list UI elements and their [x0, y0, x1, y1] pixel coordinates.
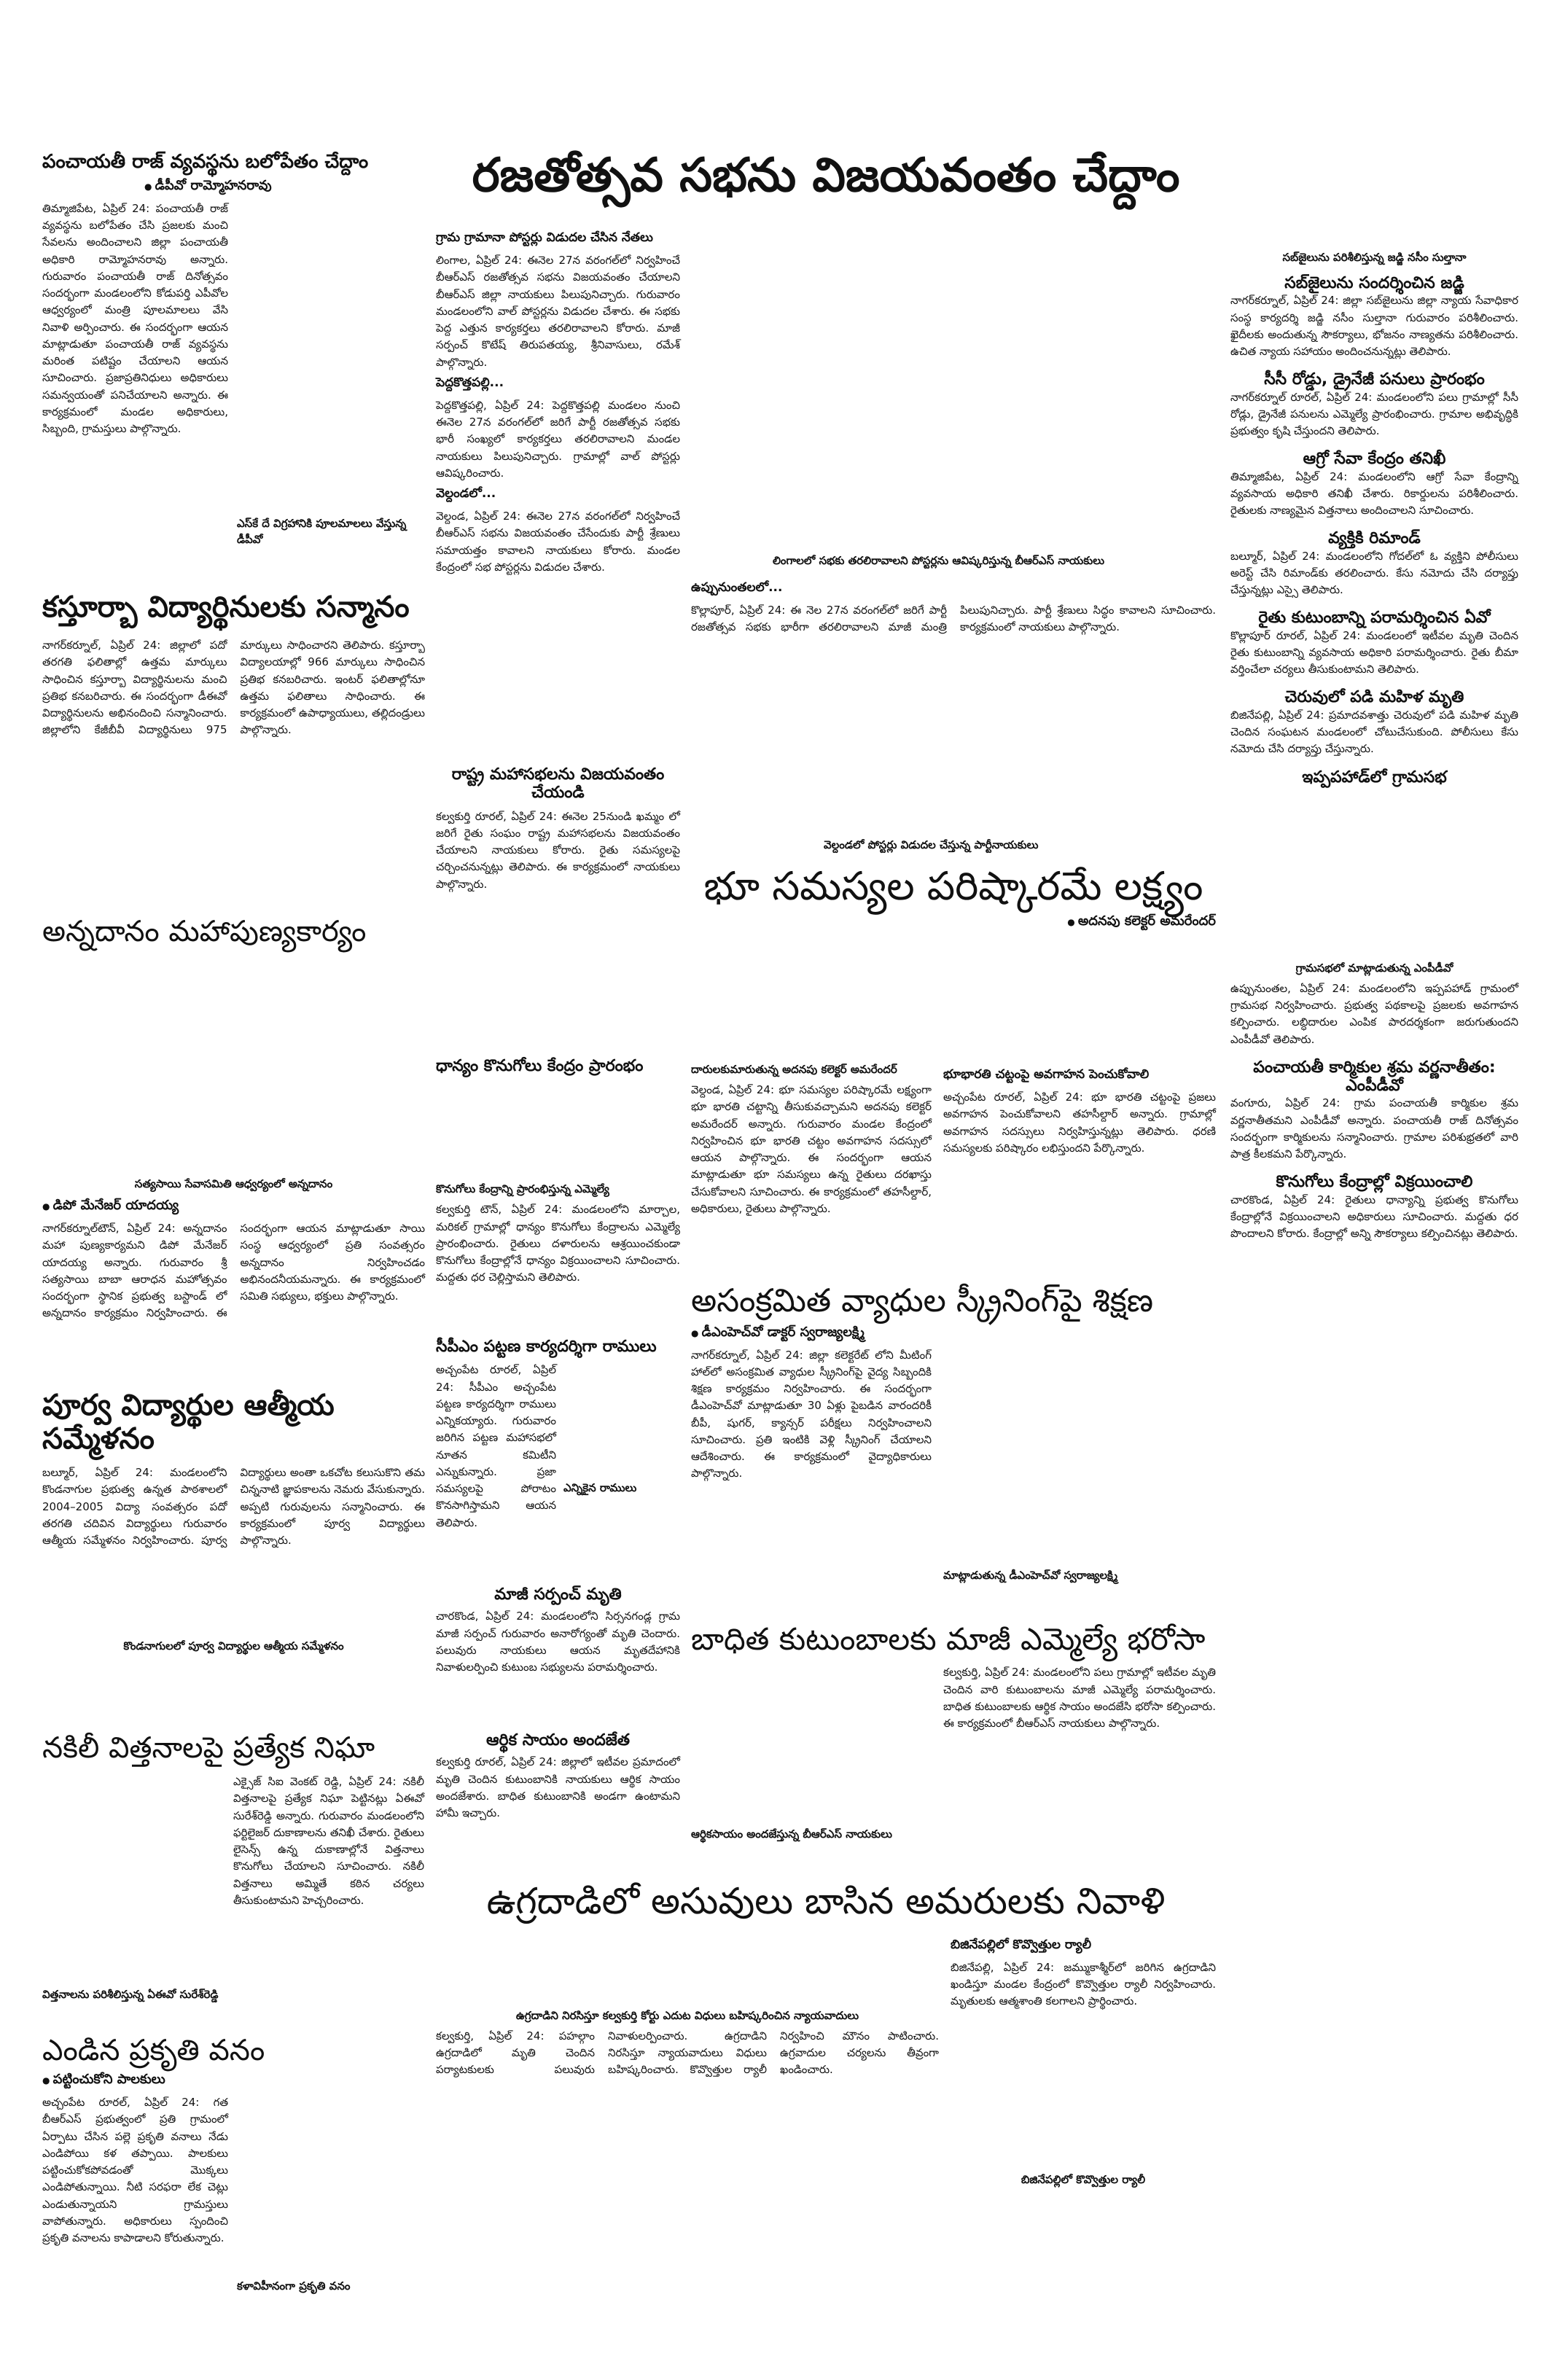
- news-photo: [691, 936, 932, 1060]
- headline: బాధిత కుటుంబాలకు మాజీ ఎమ్మెల్యే భరోసా: [691, 1621, 1206, 1657]
- article-dhanyam: [436, 1057, 680, 1287]
- article-body: బల్మూర్, ఏప్రిల్ 24: మండలంలోని గోదల్‌లో ఓ వ్యక్తిని పోలీసులు అరెస్ట్ చేసి రిమాండ్‌కు తరలించారు. కేసు నమోదు చేసి దర్యాప్తు చేస్తున్నట్లు ఎస్సై తెలిపారు.: [1230, 549, 1518, 597]
- article-bhu-samasya: [691, 864, 1216, 1217]
- article-body: కొల్లాపూర్, ఏప్రిల్ 24: ఈ నెల 27న వరంగల్‌లో జరిగే పార్టీ రజతోత్సవ సభకు భారీగా తరలిరావాలని మాజీ మంత్రి పిలుపునిచ్చారు. పార్టీ శ్రేణులు సిద్ధం కావాలని సూచించారు. కార్యక్రమంలో నాయకులు పాల్గొన్నారు.: [691, 604, 1216, 634]
- photo-caption: దారులకుమారుతున్న అదనపు కలెక్టర్ అమరేందర్: [691, 1063, 897, 1077]
- article-body: చారకొండ, ఏప్రిల్ 24: రైతులు ధాన్యాన్ని ప్రభుత్వ కొనుగోలు కేంద్రాల్లోనే విక్రయించాలని అధికారులు సూచించారు. మద్దతు ధర పొందాలని కోరారు. కేంద్రాల్లో అన్ని సౌకర్యాలు కల్పించినట్లు తెలిపారు.: [1230, 1193, 1518, 1241]
- photo-caption: ఎన్నికైన రాములు: [563, 1481, 637, 1495]
- photo-caption: విత్తనాలను పరిశీలిస్తున్న ఏఈవో సురేశ్‌రెడ్డి: [42, 1988, 219, 2001]
- headline: వ్యక్తికి రిమాండ్: [1328, 529, 1421, 548]
- news-photo: [691, 241, 1216, 547]
- headline: అసంక్రమిత వ్యాధుల స్క్రీనింగ్‌పై శిక్షణ: [691, 1282, 1154, 1319]
- article-body: నాగర్‌కర్నూల్‌టౌన్, ఏప్రిల్ 24: అన్నదానం మహా పుణ్యకార్యమని డిపో మేనేజర్ యాదయ్య అన్నారు. గురువారం శ్రీ సత్యసాయి బాబా ఆరాధన మహోత్సవం సందర్భంగా స్థానిక ప్రభుత్వ బస్టాండ్ లో అన్నదానం కార్యక్రమం నిర్వహించారు. ఈ సందర్భంగా ఆయన మాట్లాడుతూ సాయి సంస్థ ఆధ్వర్యంలో ప్రతి సంవత్సరం అన్నదానం నిర్వహించడం అభినందనీయమన్నారు. ఈ కార్యక్రమంలో సమితి సభ్యులు, భక్తులు పాల్గొన్నారు.: [42, 1222, 425, 1320]
- article-ugradadi: [436, 1881, 1216, 2192]
- news-photo: [691, 1664, 932, 1825]
- news-photo: [943, 1347, 1216, 1566]
- headline: సీపీఎం పట్టణ కార్యదర్శిగా రాములు: [436, 1338, 657, 1356]
- photo-caption: ఎస్‌కే దే విగ్రహానికి పూలమాలలు వేస్తున్న డీపీవో: [237, 516, 407, 546]
- byline: ● డిపో మేనేజర్ యాదయ్య: [42, 1198, 425, 1216]
- byline: ● అదనపు కలెక్టర్ అమరేందర్: [691, 913, 1216, 932]
- article-body: నాగర్‌కర్నూల్, ఏప్రిల్ 24: జిల్లా కలెక్టరేట్ లోని మీటింగ్ హాల్‌లో అసంక్రమిత వ్యాధుల స్క్రీనింగ్‌పై వైద్య సిబ్బందికి శిక్షణ కార్యక్రమం నిర్వహించారు. ఈ సందర్భంగా డీఎంహెచ్‌వో మాట్లాడుతూ 30 ఏళ్లు పైబడిన వారందరికీ బీపీ, షుగర్, క్యాన్సర్ పరీక్షలు నిర్వహించాలని సూచించారు. ప్రతి ఇంటికి వెళ్లి స్క్రీనింగ్ చేయాలని ఆదేశించారు. ఈ కార్యక్రమంలో వైద్యాధికారులు పాల్గొన్నారు.: [691, 1348, 932, 1480]
- photo-caption: మాట్లాడుతున్న డీఎంహెచ్‌వో స్వరాజ్యలక్ష్మి: [943, 1568, 1118, 1582]
- headline: పంచాయతీ కార్మికుల శ్రమ వర్ణనాతీతం: ఎంపీడీవో: [1253, 1058, 1496, 1096]
- article-body: బిజినేపల్లి, ఏప్రిల్ 24: జమ్ముకాశ్మీర్‌లో జరిగిన ఉగ్రదాడిని ఖండిస్తూ మండల కేంద్రంలో కొవ్వొత్తుల ర్యాలీ నిర్వహించారు. మృతులకు ఆత్మశాంతి కలగాలని ప్రార్థించారు.: [951, 1960, 1216, 2008]
- headline: రైతు కుటుంబాన్ని పరామర్శించిన ఏవో: [1258, 609, 1491, 628]
- news-photo: [42, 1774, 225, 1985]
- headline: రాష్ట్ర మహాసభలను విజయవంతం చేయండి: [451, 765, 665, 803]
- headline: సబ్‌జైలును సందర్శించిన జడ్జి: [1284, 274, 1464, 292]
- article-rajatotsavam: [436, 149, 1216, 203]
- subheading: పెద్దకొత్తపల్లి...: [436, 375, 504, 390]
- photo-caption: సబ్‌జైలును పరిశీలిస్తున్న జడ్జి నసీం సుల్తానా: [1282, 251, 1467, 264]
- article-body: బల్మూర్, ఏప్రిల్ 24: మండలంలోని కొండనాగుల ప్రభుత్వ ఉన్నత పాఠశాలలో 2004–2005 విద్యా సంవత్సరం పదో తరగతి చదివిన విద్యార్థులు గురువారం ఆత్మీయ సమ్మేళనం నిర్వహించారు. పూర్వ విద్యార్థులు అంతా ఒకచోట కలుసుకొని తమ చిన్ననాటి జ్ఞాపకాలను నెమరు వేసుకున్నారు. అప్పటి గురువులను సన్మానించారు. ఈ కార్యక్రమంలో పూర్వ విద్యార్థులు పాల్గొన్నారు.: [42, 1466, 425, 1547]
- article-sarpanch: [436, 1585, 680, 1676]
- headline: మాజీ సర్పంచ్ మృతి: [494, 1585, 622, 1604]
- article-body: ఎక్సైజ్ సిఐ వెంకట్ రెడ్డి, ఏప్రిల్ 24: నకిలీ విత్తనాలపై ప్రత్యేక నిఘా పెట్టినట్లు ఏఈవో సురేశ్‌రెడ్డి అన్నారు. గురువారం మండలంలోని ఫర్టిలైజర్ దుకాణాలను తనిఖీ చేశారు. రైతులు లైసెన్స్ ఉన్న దుకాణాల్లోనే విత్తనాలు కొనుగోలు చేయాలని సూచించారు. నకిలీ విత్తనాలు అమ్మితే కఠిన చర్యలు తీసుకుంటామని హెచ్చరించారు.: [233, 1775, 424, 1907]
- photo-caption: సత్యసాయి సేవాసమితి ఆధ్వర్యంలో అన్నదానం: [134, 1177, 333, 1190]
- headline: ఆర్థిక సాయం అందజేత: [485, 1731, 631, 1749]
- headline: పంచాయతీ రాజ్ వ్యవస్థను బలోపేతం చేద్దాం: [42, 151, 369, 173]
- lead-right: [691, 576, 1216, 636]
- lead-left: [436, 226, 680, 576]
- news-photo: [436, 1933, 939, 2006]
- article-body: వంగూరు, ఏప్రిల్ 24: గ్రామ పంచాయతీ కార్మికుల శ్రమ వర్ణనాతీతమని ఎంపీడీవో అన్నారు. పంచాయతీ రాజ్ దినోత్సవం సందర్భంగా కార్మికులను సన్మానించారు. గ్రామాల పరిశుభ్రతలో వారి పాత్ర కీలకమని పేర్కొన్నారు.: [1230, 1096, 1518, 1161]
- article-body: కల్వకుర్తి, ఏప్రిల్ 24: మండలంలోని పలు గ్రామాల్లో ఇటీవల మృతి చెందిన వారి కుటుంబాలను మాజీ ఎమ్మెల్యే పరామర్శించారు. బాధిత కుటుంబాలకు ఆర్థిక సాయం అందజేసి భరోసా కల్పించారు. ఈ కార్యక్రమంలో బీఆర్ఎస్ నాయకులు పాల్గొన్నారు.: [943, 1666, 1216, 1731]
- article-body: కల్వకుర్తి రూరల్, ఏప్రిల్ 24: ఈనెల 25నుండి ఖమ్మం లో జరిగే రైతు సంఘం రాష్ట్ర మహాసభలను విజయవంతం చేయాలని నాయకులు కోరారు. రైతు సమస్యలపై చర్చించనున్నట్లు తెలిపారు. ఈ కార్యక్రమంలో నాయకులు పాల్గొన్నారు.: [436, 809, 680, 891]
- article-fake-seeds: [42, 1731, 425, 2007]
- news-photo: [1230, 791, 1518, 959]
- subheading: గ్రామ గ్రామానా పోస్టర్లు విడుదల చేసిన నేతలు: [436, 230, 653, 245]
- article-asankramitha: [691, 1283, 1216, 1588]
- main-headline: రజతోత్సవ సభను విజయవంతం చేద్దాం: [472, 149, 1180, 203]
- article-body: తిమ్మాజిపేట, ఏప్రిల్ 24: పంచాయతీ రాజ్ వ్యవస్థను బలోపేతం చేసి ప్రజలకు మంచి సేవలను అందించాలని జిల్లా పంచాయతీ అధికారి రామ్మోహనరావు అన్నారు. గురువారం పంచాయతీ రాజ్ దినోత్సవం సందర్భంగా మండలంలోని కోడుపర్తి ఎపీవోల ఆధ్వర్యంలో మంత్రి పూలమాలలు వేసి నివాళి అర్పించారు. ఈ సందర్భంగా ఆయన మాట్లాడుతూ పంచాయతీ రాజ్ వ్యవస్థను మరింత పటిష్టం చేయాలని ఆయన సూచించారు. ప్రజాప్రతినిధులు అధికారులు సమన్వయంతో పనిచేయాలని అన్నారు. ఈ కార్యక్రమంలో మండల అధికారులు, సిబ్బంది, గ్రామస్తులు పాల్గొన్నారు.: [42, 201, 228, 436]
- news-photo: [691, 685, 1216, 838]
- article-arthika: [436, 1731, 680, 1822]
- photo-caption: కొనుగోలు కేంద్రాన్ని ప్రారంభిస్తున్న ఎమ్మెల్యే: [436, 1182, 609, 1196]
- article-body: బిజినేపల్లి, ఏప్రిల్ 24: ప్రమాదవశాత్తు చెరువులో పడి మహిళ మృతి చెందిన సంఘటన మండలంలో చోటుచేసుకుంది. పోలీసులు కేసు నమోదు చేసి దర్యాప్తు చేస్తున్నారు.: [1230, 708, 1518, 756]
- headline: కొనుగోలు కేంద్రాల్లో విక్రయించాలి: [1276, 1173, 1473, 1192]
- subheading: వెల్దండలో...: [436, 486, 496, 501]
- article-body: ఉప్పునుంతల, ఏప్రిల్ 24: మండలంలోని ఇప్పపహాడ్ గ్రామంలో గ్రామసభ నిర్వహించారు. ప్రభుత్వ పథకాలపై ప్రజలకు అవగాహన కల్పించారు. లబ్ధిదారుల ఎంపిక పారదర్శకంగా జరుగుతుందని ఎంపీడీవో తెలిపారు.: [1230, 981, 1518, 1046]
- headline: సీసీ రోడ్డు, డ్రైనేజీ పనులు ప్రారంభం: [1264, 370, 1485, 389]
- article-rashtra-mahasabha: [436, 765, 680, 893]
- subheading: బిజినేపల్లిలో కొవ్వొత్తుల ర్యాలీ: [951, 1937, 1092, 1952]
- headline: ఆగ్రో సేవా కేంద్రం తనిఖీ: [1303, 450, 1446, 469]
- article-panchayat-raj: [42, 152, 425, 552]
- photo-caption: బిజినేపల్లిలో కొవ్వొత్తుల ర్యాలీ: [1021, 2173, 1146, 2187]
- headline: ధాన్యం కొనుగోలు కేంద్రం ప్రారంభం: [436, 1057, 644, 1075]
- photo-caption: గ్రామసభలో మాట్లాడుతున్న ఎంపీడీవో: [1295, 961, 1453, 975]
- article-body: పెద్దకొత్తపల్లి, ఏప్రిల్ 24: పెద్దకొత్తపల్లి మండలం నుంచి ఈనెల 27న వరంగల్‌లో జరిగే పార్టీ రజతోత్సవ సభకు భారీ సంఖ్యలో కార్యకర్తలు తరలిరావాలని మండల నాయకులు పిలుపునిచ్చారు. గ్రామాల్లో వాల్ పోస్టర్లు ఆవిష్కరించారు.: [436, 398, 680, 480]
- news-photo: [951, 2010, 1216, 2170]
- article-body: కొల్లాపూర్ రూరల్, ఏప్రిల్ 24: మండలంలో ఇటీవల మృతి చెందిన రైతు కుటుంబాన్ని వ్యవసాయ అధికారి పరామర్శించారు. రైతు బీమా వర్తించేలా చర్యలు తీసుకుంటామని తెలిపారు.: [1230, 628, 1518, 676]
- photo-caption: లింగాలలో సభకు తరలిరావాలని పోస్టర్లను ఆవిష్కరిస్తున్న బీఆర్ఎస్ నాయకులు: [773, 554, 1105, 567]
- photo-caption: ఆర్థికసాయం అందజేస్తున్న బీఆర్ఎస్ నాయకులు: [691, 1827, 892, 1841]
- news-photo: [237, 2094, 425, 2276]
- article-body: నాగర్‌కర్నూల్, ఏప్రిల్ 24: జిల్లా సబ్‌జైలును జిల్లా న్యాయ సేవాధికార సంస్థ కార్యదర్శి జడ్జి నసీం సుల్తానా గురువారం పరిశీలించారు. ఖైదీలకు అందుతున్న సౌకర్యాలు, భోజనం నాణ్యతను పరిశీలించారు. ఉచిత న్యాయ సహాయం అందించనున్నట్లు తెలిపారు.: [1230, 294, 1518, 359]
- article-body: వెల్దండ, ఏప్రిల్ 24: భూ సమస్యల పరిష్కారమే లక్ష్యంగా భూ భారతి చట్టాన్ని తీసుకువచ్చామని అదనపు కలెక్టర్ అమరేందర్ అన్నారు. గురువారం మండల కేంద్రంలో నిర్వహించిన భూ భారతి చట్టం అవగాహన సదస్సులో ఆయన పాల్గొన్నారు. ఈ సందర్భంగా ఆయన మాట్లాడుతూ భూ సమస్యలు ఉన్న రైతులు దరఖాస్తు చేసుకోవాలని సూచించారు. ఈ కార్యక్రమంలో తహసీల్దార్, అధికారులు, రైతులు పాల్గొన్నారు.: [691, 1083, 932, 1215]
- article-annadanam: [42, 915, 425, 1322]
- subheading: ఉప్పునుంతలలో...: [691, 580, 783, 595]
- article-body: కల్వకుర్తి టౌన్, ఏప్రిల్ 24: మండలంలోని మార్చాల, మరికల్ గ్రామాల్లో ధాన్యం కొనుగోలు కేంద్రాలను ఎమ్మెల్యే ప్రారంభించారు. రైతులు దళారులను ఆశ్రయించకుండా కొనుగోలు కేంద్రాల్లోనే ధాన్యం విక్రయించాలని సూచించారు. మద్దతు ధర చెల్లిస్తామని తెలిపారు.: [436, 1203, 680, 1284]
- article-body: నాగర్‌కర్నూల్ రూరల్, ఏప్రిల్ 24: మండలంలోని పలు గ్రామాల్లో సీసీ రోడ్లు, డ్రైనేజీ పనులను ఎమ్మెల్యే ప్రారంభించారు. గ్రామాల అభివృద్ధికి ప్రభుత్వం కృషి చేస్తుందని తెలిపారు.: [1230, 390, 1518, 438]
- headline: ఎండిన ప్రకృతి వనం: [42, 2034, 265, 2067]
- article-body: కల్వకుర్తి, ఏప్రిల్ 24: పహల్గాం ఉగ్రదాడిలో మృతి చెందిన పర్యాటకులకు పలువురు నివాళులర్పించారు. ఉగ్రదాడిని నిరసిస్తూ న్యాయవాదులు విధులు బహిష్కరించారు. కొవ్వొత్తుల ర్యాలీ నిర్వహించి మౌనం పాటించారు. ఉగ్రవాదుల చర్యలను తీవ్రంగా ఖండించారు.: [436, 2029, 939, 2076]
- headline: కస్తూర్బా విద్యార్థినులకు సన్మానం: [42, 590, 410, 624]
- article-prakruthi-vanam: [42, 2034, 425, 2298]
- headline: చెరువులో పడి మహిళ మృతి: [1284, 688, 1464, 707]
- article-body: అచ్చంపేట రూరల్, ఏప్రిల్ 24: సీపీఎం అచ్చంపేట పట్టణ కార్యదర్శిగా రాములు ఎన్నికయ్యారు. గురువారం జరిగిన పట్టణ మహాసభలో నూతన కమిటీని ఎన్నుకున్నారు. ప్రజా సమస్యలపై పోరాటం కొనసాగిస్తామని ఆయన తెలిపారు.: [436, 1363, 556, 1529]
- article-body: కల్వకుర్తి రూరల్, ఏప్రిల్ 24: జిల్లాలో ఇటీవల ప్రమాదంలో మృతి చెందిన కుటుంబానికి నాయకులు ఆర్థిక సాయం అందజేశారు. బాధిత కుటుంబానికి అండగా ఉంటామని హామీ ఇచ్చారు.: [436, 1755, 680, 1820]
- article-body: చారకొండ, ఏప్రిల్ 24: మండలంలోని సిర్సనగండ్ల గ్రామ మాజీ సర్పంచ్ గురువారం అనారోగ్యంతో మృతి చెందారు. పలువురు నాయకులు ఆయన మృతదేహానికి నివాళులర్పించి కుటుంబ సభ్యులను పరామర్శించారు.: [436, 1610, 680, 1674]
- headline: ఉగ్రదాడిలో అసువులు బాసిన అమరులకు నివాళి: [486, 1880, 1166, 1922]
- photo-caption: కొండనాగులలో పూర్వ విద్యార్థుల ఆత్మీయ సమ్మేళనం: [123, 1639, 344, 1653]
- headline: భూ సమస్యల పరిష్కారమే లక్ష్యం: [703, 863, 1203, 909]
- article-alumni-meet: [42, 1389, 425, 1658]
- news-photo: [563, 1362, 680, 1478]
- headline: ఇప్పపహాడ్‌లో గ్రామసభ: [1302, 768, 1447, 787]
- headline: పూర్వ విద్యార్థుల ఆత్మీయ సమ్మేళనం: [42, 1389, 335, 1456]
- article-body: అచ్చంపేట రూరల్, ఏప్రిల్ 24: గత బీఆర్ఎస్ ప్రభుత్వంలో ప్రతి గ్రామంలో ఏర్పాటు చేసిన పల్లె ప్రకృతి వనాలు నేడు ఎండిపోయి కళ తప్పాయి. పాలకులు పట్టించుకోకపోవడంతో మొక్కలు ఎండిపోతున్నాయి. నీటి సరఫరా లేక చెట్లు ఎండుతున్నాయని గ్రామస్తులు వాపోతున్నారు. అధికారులు స్పందించి ప్రకృతి వనాలను కాపాడాలని కోరుతున్నారు.: [42, 2096, 228, 2244]
- right-column: [1230, 248, 1518, 1242]
- photo-caption: కళావిహీనంగా ప్రకృతి వనం: [237, 2279, 351, 2293]
- article-body: వెల్దండ, ఏప్రిల్ 24: ఈనెల 27న వరంగల్‌లో నిర్వహించే బీఆర్ఎస్ సభను విజయవంతం చేసేందుకు పార్టీ శ్రేణులు సమాయత్తం కావాలని నాయకులు కోరారు. మండల కేంద్రంలో సభ పోస్టర్లను విడుదల చేశారు.: [436, 510, 680, 574]
- news-photo: [42, 956, 425, 1174]
- article-cpm: [436, 1338, 680, 1532]
- subheading: భూభారతి చట్టంపై అవగాహన పెంచుకోవాలి: [943, 1067, 1150, 1082]
- news-photo: [237, 200, 425, 514]
- news-photo: [42, 1549, 425, 1636]
- byline: ● డీపీవో రామ్మోహనరావు: [144, 178, 425, 196]
- photo-caption: ఉగ్రదాడిని నిరసిస్తూ కల్వకుర్తి కోర్టు ఎదుట విధులు బహిష్కరించిన న్యాయవాదులు: [515, 2008, 859, 2022]
- article-body: అచ్చంపేట రూరల్, ఏప్రిల్ 24: భూ భారతి చట్టంపై ప్రజలు అవగాహన పెంచుకోవాలని తహసీల్దార్ అన్నారు. గ్రామాల్లో అవగాహన సదస్సులు నిర్వహిస్తున్నట్లు తెలిపారు. ధరణి సమస్యలకు పరిష్కారం లభిస్తుందని పేర్కొన్నారు.: [943, 1090, 1216, 1155]
- article-body: నాగర్‌కర్నూల్, ఏప్రిల్ 24: జిల్లాలో పదో తరగతి ఫలితాల్లో ఉత్తమ మార్కులు సాధించిన కస్తూర్బా విద్యార్థినులను మంచి ప్రతిభ కనబరిచారు. ఈ సందర్భంగా డీఈవో విద్యార్థినులను అభినందించి సన్మానించారు. జిల్లాలోని కేజీబీవీ విద్యార్థినులు 975 మార్కులు సాధించారని తెలిపారు. కస్తూర్బా విద్యాలయాల్లో 966 మార్కులు సాధించిన ప్రతిభ కనబరిచారు. ఇంటర్ ఫలితాల్లోనూ ఉత్తమ ఫలితాలు సాధించారు. ఈ కార్యక్రమంలో ఉపాధ్యాయులు, తల్లిదండ్రులు పాల్గొన్నారు.: [42, 639, 425, 737]
- article-body: లింగాల, ఏప్రిల్ 24: ఈనెల 27న వరంగల్‌లో నిర్వహించే బీఆర్ఎస్ రజతోత్సవ సభను విజయవంతం చేయాలని బీఆర్ఎస్ జిల్లా నాయకులు పిలుపునిచ్చారు. గురువారం మండలంలోని వాల్ పోస్టర్లను విడుదల చేశారు. ఈ సభకు పెద్ద ఎత్తున కార్యకర్తలు తరలిరావాలని కోరారు. మాజీ సర్పంచ్ కొటేష్ తిరుపతయ్య, శ్రీనివాసులు, రమేశ్ పాల్గొన్నారు.: [436, 254, 680, 369]
- photo-caption: వెల్దండలో పోస్టర్లు విడుదల చేస్తున్న పార్టీనాయకులు: [824, 838, 1039, 851]
- byline: ● పట్టించుకోని పాలకులు: [42, 2072, 425, 2090]
- headline: అన్నదానం మహాపుణ్యకార్యం: [42, 915, 367, 948]
- news-photo: [436, 1081, 680, 1179]
- article-badhita: [691, 1622, 1216, 1846]
- byline: ● డీఎంహెచ్‌వో డాక్టర్ స్వరాజ్యలక్ష్మి: [691, 1324, 1216, 1343]
- article-kasturba: [42, 590, 425, 739]
- headline: నకిలీ విత్తనాలపై ప్రత్యేక నిఘా: [42, 1731, 375, 1765]
- article-body: తిమ్మాజిపేట, ఏప్రిల్ 24: మండలంలోని ఆగ్రో సేవా కేంద్రాన్ని వ్యవసాయ అధికారి తనిఖీ చేశారు. రికార్డులను పరిశీలించారు. రైతులకు నాణ్యమైన విత్తనాలు అందించాలని సూచించారు.: [1230, 469, 1518, 518]
